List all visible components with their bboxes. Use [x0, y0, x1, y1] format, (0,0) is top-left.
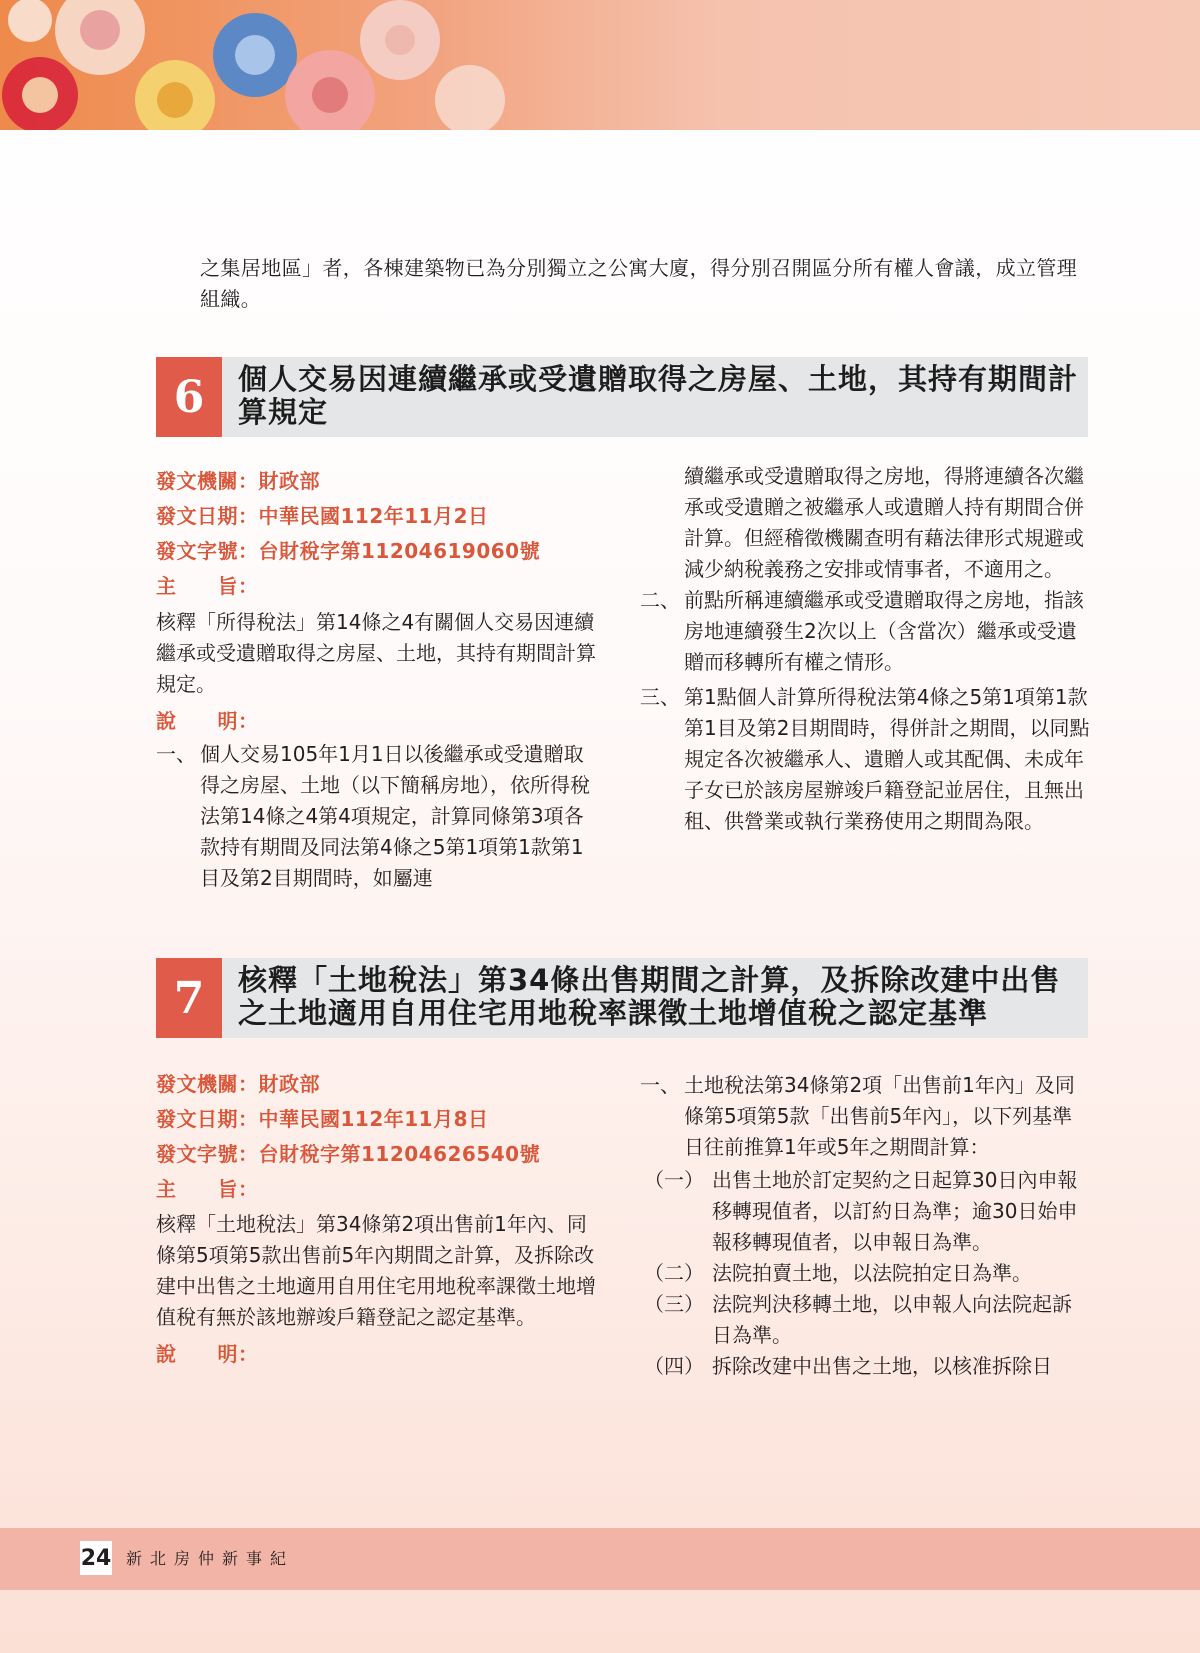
section-6-item-1-cont: 續繼承或受遺贈取得之房地，得將連續各次繼承或受遺贈之被繼承人或遺贈人持有期間合併計算。但經稽徵機關查明有藉法律形式規避或減少納稅義務之安排或情事者，不適用之。	[684, 464, 1084, 581]
section-7-sub-3-marker: （三）	[644, 1292, 704, 1316]
section-6-item-2	[640, 585, 1090, 678]
section-6-item-3-marker: 三、	[640, 685, 680, 709]
section-7-sub-4-marker: （四）	[644, 1354, 704, 1378]
section-6-item-1-text: 個人交易105年1月1日以後繼承或受遺贈取得之房屋、土地（以下簡稱房地），依所得稅法第14條之4第4項規定，計算同條第3項各款持有期間及同法第4條之5第1項第1款第1目及第2目期間時，如屬連	[200, 742, 590, 890]
section-7-subject: 核釋「土地稅法」第34條第2項出售前1年內、同條第5項第5款出售前5年內期間之計算，及拆除改建中出售之土地適用自用住宅用地稅率課徵土地增值稅有無於該地辦竣戶籍登記之認定基準。	[156, 1212, 596, 1329]
intro-paragraph: 之集居地區」者，各棟建築物已為分別獨立之公寓大廈，得分別召開區分所有權人會議，成立管理組織。	[200, 256, 1078, 311]
section-7-sub-4-text: 拆除改建中出售之土地，以核准拆除日	[712, 1354, 1052, 1378]
section-6-explain-label: 說 明：	[156, 709, 259, 733]
section-6-item-1-marker: 一、	[156, 742, 196, 766]
section-7-item-1-text: 土地稅法第34條第2項「出售前1年內」及同條第5項第5款「出售前5年內」，以下列基準日往前推算1年或5年之期間計算：	[684, 1073, 1075, 1159]
section-6-left-column	[156, 607, 596, 894]
section-6-item-3-text: 第1點個人計算所得稅法第4條之5第1項第1款第1目及第2目期間時，得併計之期間，以同點規定各次被繼承人、遺贈人或其配偶、未成年子女已於該房屋辦竣戶籍登記並居住，且無出租、供營業或執行業務使用之期間為限。	[684, 685, 1090, 833]
header-band	[0, 0, 1200, 130]
section-7-left-column	[156, 1209, 596, 1367]
section-7-date: 發文日期：中華民國112年11月8日	[156, 1107, 489, 1131]
section-6-header	[156, 357, 1088, 437]
section-7-header	[156, 958, 1088, 1038]
section-7-explain-label: 說 明：	[156, 1342, 259, 1366]
section-7-sub-3	[644, 1289, 1090, 1351]
section-7-title: 核釋「土地稅法」第34條出售期間之計算，及拆除改建中出售之土地適用自用住宅用地稅率課徵土地增值稅之認定基準	[238, 963, 1061, 1030]
section-7-sub-1	[644, 1165, 1090, 1258]
section-6-item-2-text: 前點所稱連續繼承或受遺贈取得之房地，指該房地連續發生2次以上（含當次）繼承或受遺贈而移轉所有權之情形。	[684, 588, 1084, 674]
section-6-item-3	[640, 682, 1090, 837]
section-7-sub-2	[644, 1258, 1090, 1289]
section-6-number: 6	[156, 357, 222, 437]
section-6-title: 個人交易因連續繼承或受遺贈取得之房屋、土地，其持有期間計算規定	[238, 362, 1079, 429]
page-number: 24	[80, 1541, 112, 1575]
section-7-number: 7	[156, 958, 222, 1038]
section-7-issuer: 發文機關：財政部	[156, 1072, 320, 1096]
section-7-subject-label: 主 旨：	[156, 1177, 259, 1201]
section-7-item-1-marker: 一、	[640, 1073, 680, 1097]
section-6-item-1	[156, 739, 596, 894]
section-6-subject-label: 主 旨：	[156, 574, 259, 598]
section-7-right-column	[640, 1070, 1090, 1382]
section-7-sub-4	[644, 1351, 1090, 1382]
flower-illustration	[0, 0, 520, 130]
section-6-right-column	[640, 461, 1090, 837]
section-7-item-1	[640, 1070, 1090, 1163]
section-6-ref: 發文字號：台財稅字第11204619060號	[156, 539, 541, 563]
section-7-sub-2-marker: （二）	[644, 1261, 704, 1285]
section-7-ref: 發文字號：台財稅字第11204626540號	[156, 1142, 541, 1166]
section-7-sub-1-text: 出售土地於訂定契約之日起算30日內申報移轉現值者，以訂約日為準；逾30日始申報移轉現值者，以申報日為準。	[712, 1168, 1078, 1254]
section-6-subject: 核釋「所得稅法」第14條之4有關個人交易因連續繼承或受遺贈取得之房屋、土地，其持有期間計算規定。	[156, 610, 596, 696]
footer-magazine-title: 新北房仲新事紀	[126, 1549, 295, 1568]
section-7-sub-1-marker: （一）	[644, 1168, 704, 1192]
section-6-date: 發文日期：中華民國112年11月2日	[156, 504, 489, 528]
section-6-item-2-marker: 二、	[640, 588, 680, 612]
section-7-sub-3-text: 法院判決移轉土地，以申報人向法院起訴日為準。	[712, 1292, 1072, 1347]
section-6-issuer: 發文機關：財政部	[156, 469, 320, 493]
section-7-sub-2-text: 法院拍賣土地，以法院拍定日為準。	[712, 1261, 1032, 1285]
